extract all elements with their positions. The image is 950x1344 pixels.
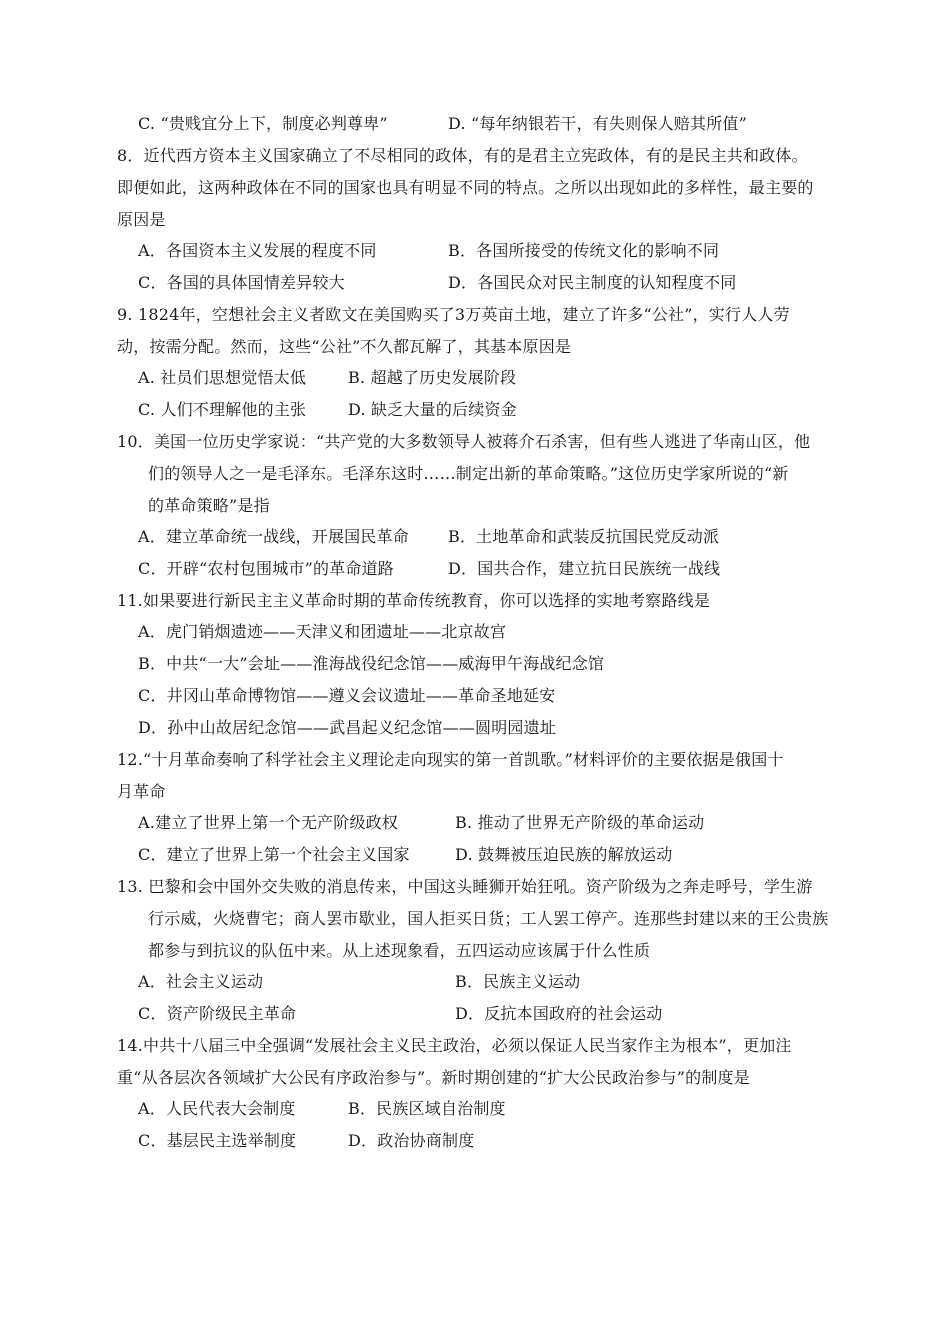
q8-stem-line-3: 原因是 (117, 210, 166, 229)
q12-option-b: B. 推动了世界无产阶级的革命运动 (455, 813, 705, 832)
q14-option-d: D．政治协商制度 (348, 1131, 475, 1150)
q14-option-b: B．民族区域自治制度 (348, 1099, 506, 1118)
q11-stem-line-1: 11.如果要进行新民主主义革命时期的革命传统教育，你可以选择的实地考察路线是 (117, 591, 711, 610)
q11-option-b: B．中共“一大”会址——淮海战役纪念馆——威海甲午海战纪念馆 (138, 654, 605, 673)
q8-option-a: A．各国资本主义发展的程度不同 (138, 241, 377, 260)
q8-stem-line-1: 8．近代西方资本主义国家确立了不尽相同的政体，有的是君主立宪政体，有的是民主共和政体。 (117, 146, 808, 165)
q14-option-a: A．人民代表大会制度 (138, 1099, 296, 1118)
q12-option-a: A.建立了世界上第一个无产阶级政权 (138, 813, 399, 832)
q7-option-c: C. “贵贱宜分上下，制度必判尊卑” (138, 114, 388, 133)
q14-stem-line-2: 重“从各层次各领域扩大公民有序政治参与”。新时期创建的“扩大公民政治参与”的制度是 (117, 1068, 750, 1087)
q9-option-b: B. 超越了历史发展阶段 (348, 368, 517, 387)
q8-option-b: B．各国所接受的传统文化的影响不同 (448, 241, 720, 260)
q13-option-a: A．社会主义运动 (138, 972, 264, 991)
q11-option-d: D．孙中山故居纪念馆——武昌起义纪念馆——圆明园遗址 (138, 718, 557, 737)
q9-option-c: C. 人们不理解他的主张 (138, 400, 307, 419)
q9-option-d: D. 缺乏大量的后续资金 (348, 400, 517, 419)
q12-option-c: C．建立了世界上第一个社会主义国家 (138, 845, 410, 864)
q10-option-d: D．国共合作，建立抗日民族统一战线 (448, 559, 721, 578)
q9-stem-line-2: 动，按需分配。然而，这些“公社”不久都瓦解了，其基本原因是 (117, 337, 572, 356)
q8-option-c: C．各国的具体国情差异较大 (138, 273, 345, 292)
q12-option-d: D. 鼓舞被压迫民族的解放运动 (455, 845, 673, 864)
q9-option-a: A. 社员们思想觉悟太低 (138, 368, 307, 387)
q8-option-d: D．各国民众对民主制度的认知程度不同 (448, 273, 737, 292)
q14-option-c: C．基层民主选举制度 (138, 1131, 297, 1150)
q7-option-d: D. “每年纳银若干，有失则保人赔其所值” (448, 114, 747, 133)
q12-stem-line-2: 月革命 (117, 782, 166, 801)
q11-option-c: C．井冈山革命博物馆——遵义会议遗址——革命圣地延安 (138, 686, 556, 705)
q8-stem-line-2: 即便如此，这两种政体在不同的国家也具有明显不同的特点。之所以出现如此的多样性，最主要的 (117, 178, 814, 197)
q13-option-c: C．资产阶级民主革命 (138, 1004, 297, 1023)
q10-stem-line-2: 们的领导人之一是毛泽东。毛泽东这时……制定出新的革命策略。”这位历史学家所说的“新 (148, 464, 789, 483)
q13-option-b: B．民族主义运动 (455, 972, 581, 991)
q10-option-c: C．开辟“农村包围城市”的革命道路 (138, 559, 395, 578)
q13-stem-line-1: 13. 巴黎和会中国外交失败的消息传来，中国这头睡狮开始狂吼。资产阶级为之奔走呼号，学生游 (117, 877, 813, 896)
q13-stem-line-3: 都参与到抗议的队伍中来。从上述现象看，五四运动应该属于什么性质 (148, 941, 651, 960)
q10-option-b: B．土地革命和武装反抗国民党反动派 (448, 527, 720, 546)
q11-option-a: A．虎门销烟遗迹——天津义和团遗址——北京故宫 (138, 622, 507, 641)
q10-stem-line-1: 10．美国一位历史学家说：“共产党的大多数领导人被蒋介石杀害，但有些人逃进了华南山区，他 (117, 432, 811, 451)
q14-stem-line-1: 14.中共十八届三中全强调“发展社会主义民主政治，必须以保证人民当家作主为根本”，更加注 (117, 1036, 792, 1055)
q13-option-d: D．反抗本国政府的社会运动 (455, 1004, 663, 1023)
q9-stem-line-1: 9. 1824年，空想社会主义者欧文在美国购买了3万英亩土地，建立了许多“公社”，实行人人劳 (117, 305, 790, 324)
q10-stem-line-3: 的革命策略”是指 (148, 496, 270, 515)
q12-stem-line-1: 12.“十月革命奏响了科学社会主义理论走向现实的第一首凯歌。”材料评价的主要依据是俄国十 (117, 750, 784, 769)
q13-stem-line-2: 行示威，火烧曹宅；商人罢市歇业，国人拒买日货；工人罢工停产。连那些封建以来的王公贵族 (148, 909, 829, 928)
q10-option-a: A．建立革命统一战线，开展国民革命 (138, 527, 409, 546)
